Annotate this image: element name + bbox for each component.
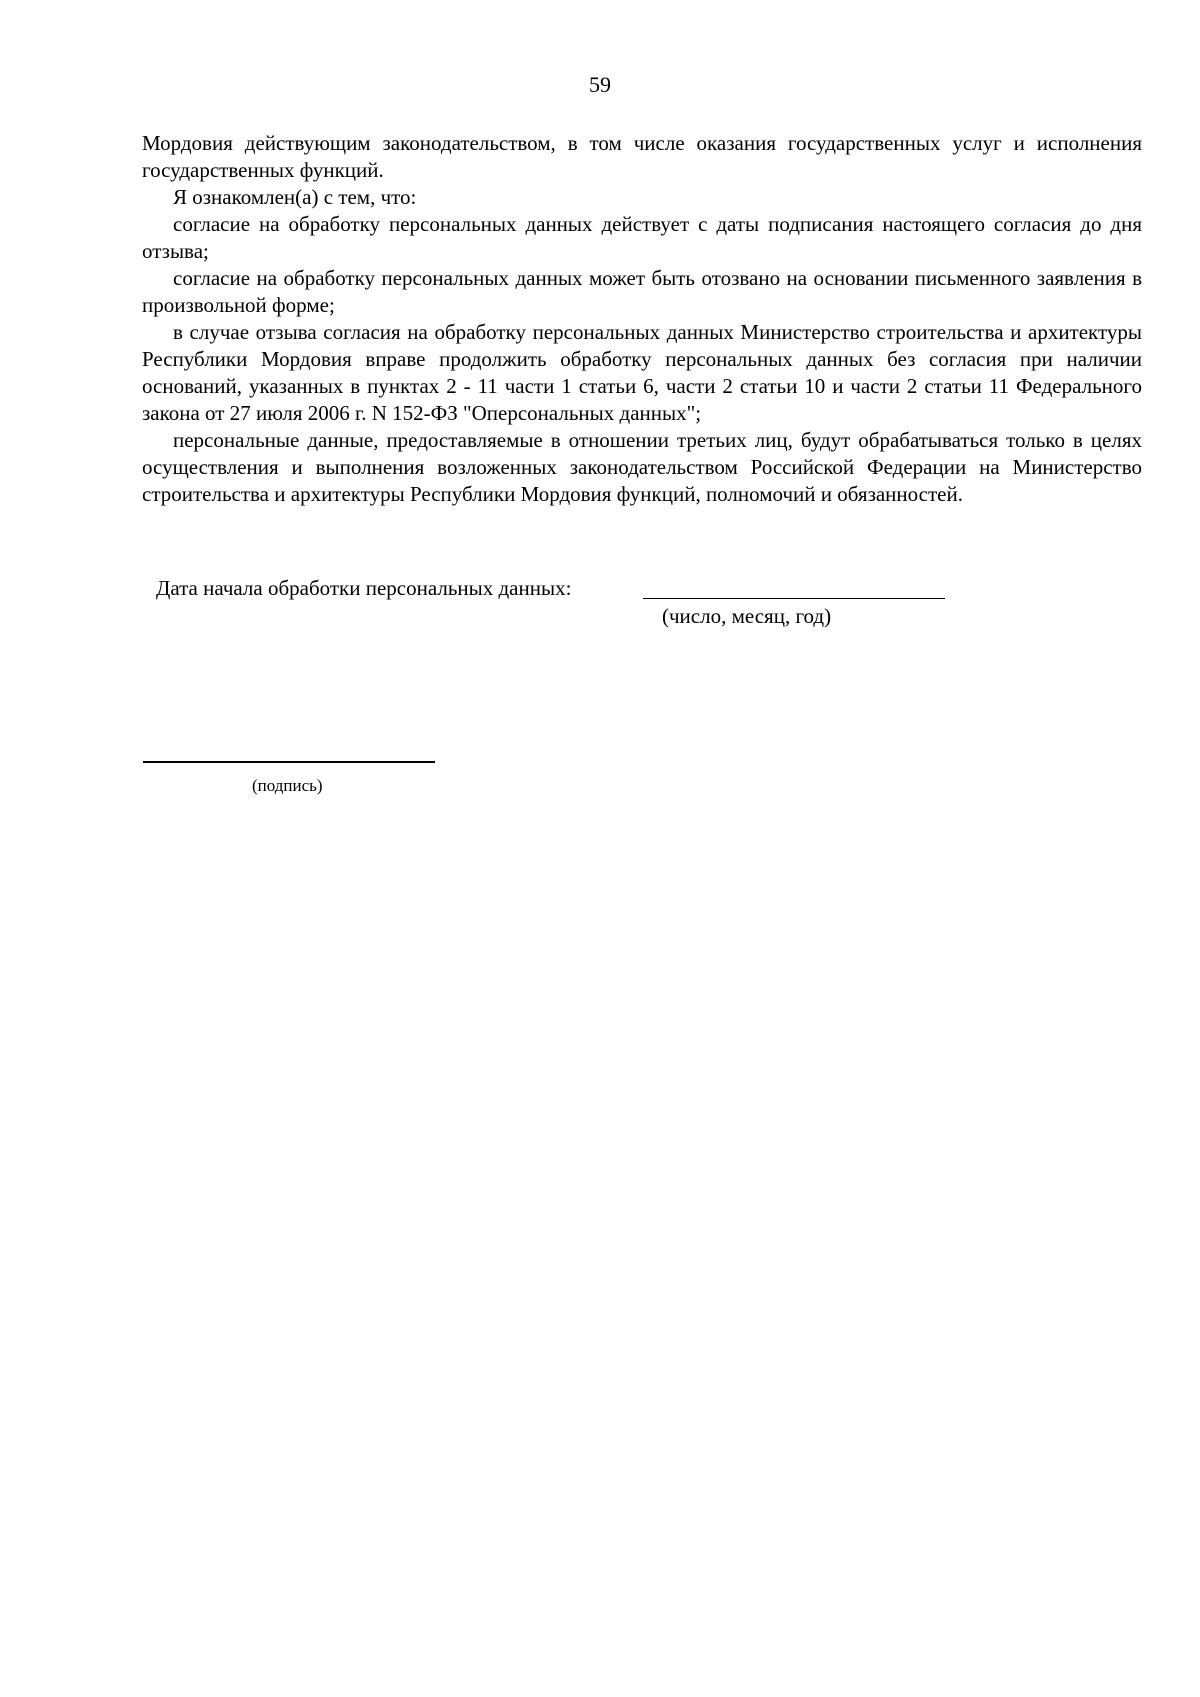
paragraph-consent-validity: согласие на обработку персональных данных действует с даты подписания настоящего согласия до дня отзыва;: [142, 212, 1142, 263]
date-blank-line: [643, 598, 945, 599]
paragraph-continuation: Мордовия действующим законодательством, в том числе оказания государственных услуг и исполнения государственных функций.: [142, 131, 1142, 182]
paragraph-consent-revocation: согласие на обработку персональных данных может быть отозвано на основании письменного заявления в произвольной форме;: [142, 266, 1142, 317]
paragraph-third-parties: персональные данные, предоставляемые в отношении третьих лиц, будут обрабатываться только в целях осуществления и выполнения возложенных законодательством Российской Федерации на Министерство строительства и архитектуры Республики Мордовия функций, полномочий и обязанностей.: [142, 428, 1142, 506]
signature-blank-line: [143, 761, 435, 763]
document-body: [142, 130, 1142, 508]
page-number: 59: [589, 72, 611, 97]
paragraph-acknowledgement: Я ознакомлен(а) с тем, что:: [173, 185, 417, 209]
paragraph-revocation-case: в случае отзыва согласия на обработку персональных данных Министерство строительства и архитектуры Республики Мордовия вправе продолжить обработку персональных данных без согласия при наличии оснований, указанных в пунктах 2 - 11 части 1 статьи 6, части 2 статьи 10 и части 2 статьи 11 Федерального закона от 27 июля 2006 г. N 152-ФЗ "Оперсональных данных";: [142, 320, 1142, 425]
signature-caption: (подпись): [252, 776, 323, 795]
processing-start-date-label: Дата начала обработки персональных данных:: [156, 576, 572, 600]
date-caption: (число, месяц, год): [662, 604, 832, 628]
